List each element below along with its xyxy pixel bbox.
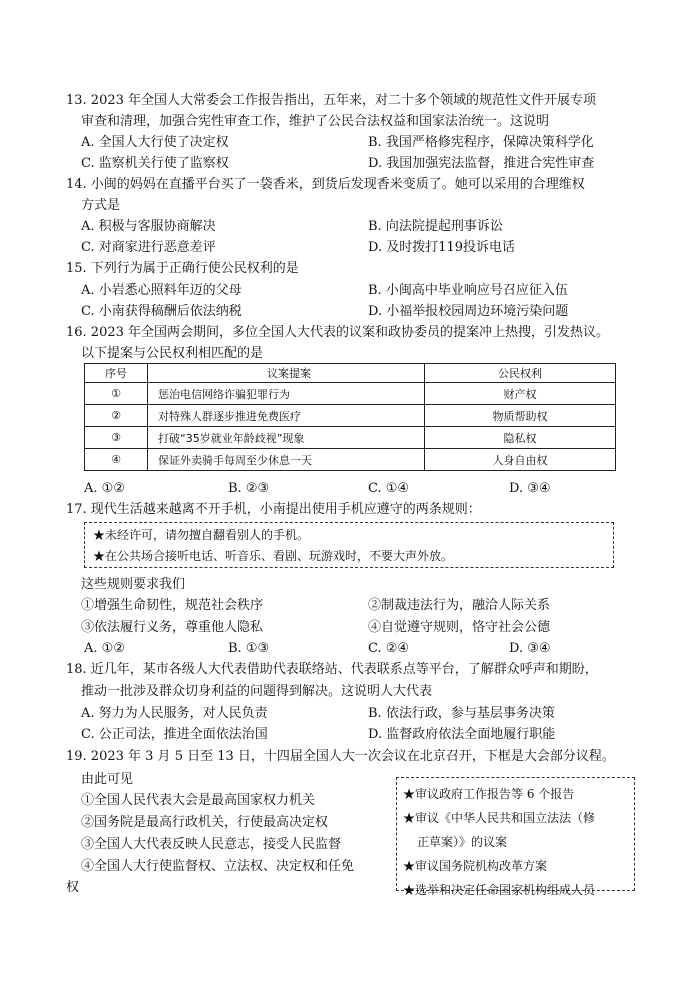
q14-stem-line1: 14. 小闽的妈妈在直播平台买了一袋香米，到货后发现香米变质了。她可以采用的合理维权 (66, 177, 585, 192)
agenda-item-cont: 正草案）》的议案 (417, 835, 508, 849)
q18-option-d: D. 监督政府依法全面地履行职能 (368, 727, 556, 742)
q16-option-a: A. ①② (84, 481, 125, 496)
phone-rule-1: ★未经许可，请勿擅自翻看别人的手机。 (93, 528, 310, 542)
q19-statement-3: ③全国人大代表反映人民意志，接受人民监督 (81, 837, 342, 852)
q16-option-b: B. ②③ (228, 481, 270, 496)
q17-option-c: C. ②④ (368, 641, 410, 656)
q15-option-b: B. 小闽高中毕业响应号召应征入伍 (368, 283, 568, 298)
q17-statement-3: ③依法履行义务，尊重他人隐私 (81, 620, 264, 635)
q16-stem-line2: 以下提案与公民权利相匹配的是 (81, 346, 264, 361)
table-row (85, 449, 616, 471)
table-row (85, 383, 616, 405)
table-cell-index: ② (85, 405, 148, 427)
q16-stem-line1: 16. 2023 年全国两会期间，多位全国人大代表的议案和政协委员的提案冲上热搜，引发热议。 (66, 325, 610, 340)
table-cell-proposal: 保证外卖骑手每周至少休息一天 (148, 449, 425, 471)
q14-option-a: A. 积极与客服协商解决 (81, 219, 216, 234)
q19-statement-4: ④全国人大行使监督权、立法权、决定权和任免 (81, 859, 355, 874)
table-cell-right: 财产权 (425, 383, 616, 405)
q19-statement-2: ②国务院是最高行政机关，行使最高决定权 (81, 815, 329, 830)
q14-stem-line2: 方式是 (81, 198, 121, 213)
table-header-row (85, 364, 616, 383)
q18-stem-line1: 18. 近几年，某市各级人大代表借助代表联络站、代表联系点等平台，了解群众呼声和期盼， (66, 662, 598, 677)
meeting-agenda-box (396, 777, 635, 897)
q13-option-d: D. 我国加强宪法监督，推进合宪性审查 (368, 156, 595, 171)
q14-option-b: B. 向法院提起刑事诉讼 (368, 219, 503, 234)
table-row (85, 405, 616, 427)
q17-statement-2: ②制裁违法行为，融洽人际关系 (368, 598, 551, 613)
q17-statement-1: ①增强生命韧性，规范社会秩序 (81, 598, 264, 613)
agenda-item: ★审议《中华人民共和国立法法（修 (403, 811, 596, 825)
phone-rules-box (84, 522, 614, 568)
q17-option-a: A. ①② (84, 641, 125, 656)
table-cell-proposal: 对特殊人群逐步推进免费医疗 (148, 405, 425, 427)
q18-option-c: C. 公正司法，推进全面依法治国 (81, 727, 268, 742)
q18-stem-line2: 推动一批涉及群众切身利益的问题得到解决。这说明人大代表 (81, 684, 433, 699)
table-cell-right: 物质帮助权 (425, 405, 616, 427)
q17-stem-line2: 这些规则要求我们 (81, 577, 186, 592)
table-cell-proposal: 惩治电信网络诈骗犯罪行为 (148, 383, 425, 405)
q13-stem-line1: 13. 2023 年全国人大常委会工作报告指出，五年来，对二十多个领域的规范性文件开展专项 (66, 93, 597, 108)
q15-stem-line1: 15. 下列行为属于正确行使公民权利的是 (66, 261, 299, 276)
q17-option-b: B. ①③ (228, 641, 270, 656)
q16-option-d: D. ③④ (509, 481, 551, 496)
table-header-proposal: 议案提案 (148, 364, 425, 383)
q18-option-a: A. 努力为人民服务，对人民负责 (81, 706, 268, 721)
q19-statement-4-cont: 权 (66, 880, 80, 895)
q19-statement-1: ①全国人民代表大会是最高国家权力机关 (81, 793, 316, 808)
table-header-right: 公民权利 (425, 364, 616, 383)
proposal-rights-table (84, 363, 616, 471)
agenda-item: ★审议国务院机构改革方案 (403, 859, 548, 873)
q16-option-c: C. ①④ (368, 481, 410, 496)
q17-stem-line1: 17. 现代生活越来越离不开手机，小南提出使用手机应遵守的两条规则： (66, 502, 481, 517)
phone-rule-2: ★在公共场合接听电话、听音乐、看剧、玩游戏时，不要大声外放。 (93, 549, 454, 563)
agenda-item: ★选举和决定任命国家机构组成人员 (403, 883, 596, 897)
table-cell-index: ④ (85, 449, 148, 471)
q15-option-c: C. 小南获得稿酬后依法纳税 (81, 304, 242, 319)
q13-option-a: A. 全国人大行使了决定权 (81, 135, 229, 150)
table-cell-index: ③ (85, 427, 148, 449)
table-cell-right: 隐私权 (425, 427, 616, 449)
q17-option-d: D. ③④ (509, 641, 551, 656)
q19-stem-line1: 19. 2023 年 3 月 5 日至 13 日，十四届全国人大一次会议在北京召开，下框是大会部分议程。 (66, 749, 615, 764)
table-cell-index: ① (85, 383, 148, 405)
q14-option-d: D. 及时拨打119投诉电话 (368, 240, 516, 255)
q13-option-c: C. 监察机关行使了监察权 (81, 156, 229, 171)
table-row (85, 427, 616, 449)
table-header-index: 序号 (85, 364, 148, 383)
table-cell-right: 人身自由权 (425, 449, 616, 471)
table-cell-proposal: 打破“35岁就业年龄歧视”现象 (148, 427, 425, 449)
agenda-item: ★审议政府工作报告等 6 个报告 (403, 787, 575, 801)
q14-option-c: C. 对商家进行恶意差评 (81, 240, 216, 255)
q19-stem-line2: 由此可见 (81, 772, 134, 787)
q13-option-b: B. 我国严格修宪程序，保障决策科学化 (368, 135, 594, 150)
q15-option-a: A. 小岩悉心照料年迈的父母 (81, 283, 242, 298)
q13-stem-line2: 审查和清理，加强合宪性审查工作，维护了公民合法权益和国家法治统一。这说明 (81, 114, 550, 129)
q17-statement-4: ④自觉遵守规则，恪守社会公德 (368, 620, 551, 635)
q18-option-b: B. 依法行政，参与基层事务决策 (368, 706, 555, 721)
q15-option-d: D. 小福举报校园周边环境污染问题 (368, 304, 569, 319)
